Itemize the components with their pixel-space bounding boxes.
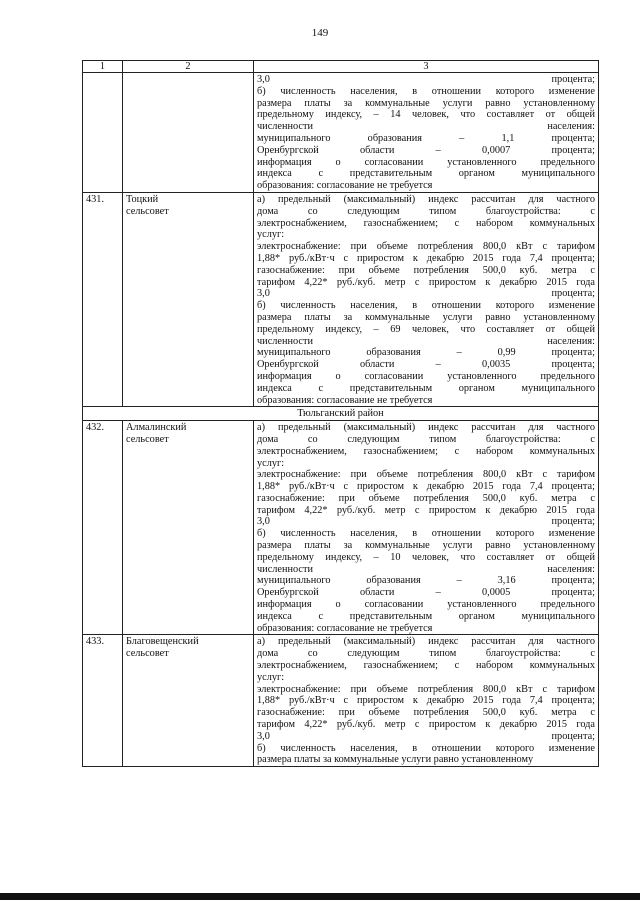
- text-line: размера платы за коммунальные услуги равно установленному: [257, 754, 534, 766]
- row-description-cell: [254, 421, 599, 635]
- row-description-cell: [254, 192, 599, 406]
- row-number-cell: 433.: [83, 635, 123, 767]
- row-description-cell: [254, 73, 599, 193]
- text-line: 3,0 процента;: [257, 288, 595, 300]
- region-row: [83, 407, 599, 421]
- text-line: услуг:: [257, 671, 285, 683]
- row-number-cell: 431.: [83, 192, 123, 406]
- text-line: электроснабжение: при объеме потребления 800,0 кВт с тарифом: [257, 469, 595, 481]
- text-line: размера платы за коммунальные услуги равно установленному: [257, 311, 595, 323]
- tariff-index-table: [82, 60, 599, 767]
- column-header: 1: [83, 61, 123, 73]
- text-line: тарифом 4,22* руб./куб. метр с приростом к декабрю 2015 года: [257, 504, 595, 516]
- column-header: 2: [123, 61, 254, 73]
- column-header: 3: [254, 61, 599, 73]
- text-line: электроснабжением, газоснабжением; с набором коммунальных: [257, 217, 595, 229]
- text-line: 1,88* руб./кВт·ч с приростом к декабрю 2015 года 7,4 процента;: [257, 695, 595, 707]
- text-line: информация о согласовании установленного предельного: [257, 599, 595, 611]
- region-heading: Тюльганский район: [83, 407, 599, 421]
- text-line: газоснабжение: при объеме потребления 500,0 куб. метра с: [257, 492, 595, 504]
- text-line: 3,0 процента;: [257, 516, 595, 528]
- text-line: дома со следующим типом благоустройства: с: [257, 205, 595, 217]
- text-line: дома со следующим типом благоустройства: с: [257, 648, 595, 660]
- text-line: образования: согласование не требуется: [257, 180, 433, 192]
- text-line: информация о согласовании установленного предельного: [257, 156, 595, 168]
- text-line: предельному индексу, – 10 человек, что составляет от общей: [257, 551, 595, 563]
- text-line: индекса с представительным органом муниципального: [257, 168, 595, 180]
- text-line: б) численность населения, в отношении которого изменение: [257, 528, 595, 540]
- text-line: предельному индексу, – 14 человек, что составляет от общей: [257, 109, 595, 121]
- text-line: размера платы за коммунальные услуги равно установленному: [257, 97, 595, 109]
- text-line: 1,88* руб./кВт·ч с приростом к декабрю 2015 года 7,4 процента;: [257, 481, 595, 493]
- text-line: 3,0 процента;: [257, 730, 595, 742]
- text-line: тарифом 4,22* руб./куб. метр с приростом к декабрю 2015 года: [257, 719, 595, 731]
- text-line: электроснабжением, газоснабжением; с набором коммунальных: [257, 445, 595, 457]
- text-line: индекса с представительным органом муниципального: [257, 610, 595, 622]
- text-line: б) численность населения, в отношении которого изменение: [257, 85, 595, 97]
- text-line: электроснабжение: при объеме потребления 800,0 кВт с тарифом: [257, 241, 595, 253]
- text-line: Оренбургской области – 0,0035 процента;: [257, 359, 595, 371]
- text-line: дома со следующим типом благоустройства: с: [257, 433, 595, 445]
- text-line: 3,0 процента;: [257, 74, 595, 85]
- settlement-name-cell: Тоцкий сельсовет: [123, 192, 254, 406]
- row-name-cell: [123, 73, 254, 193]
- text-line: а) предельный (максимальный) индекс рассчитан для частного: [257, 193, 595, 205]
- text-line: услуг:: [257, 229, 285, 241]
- text-line: образования: согласование не требуется: [257, 622, 433, 634]
- text-line: а) предельный (максимальный) индекс рассчитан для частного: [257, 636, 595, 648]
- page-number: 149: [311, 27, 329, 39]
- table-row: [83, 635, 599, 767]
- text-line: предельному индексу, – 69 человек, что составляет от общей: [257, 323, 595, 335]
- text-line: электроснабжение: при объеме потребления 800,0 кВт с тарифом: [257, 683, 595, 695]
- text-line: индекса с представительным органом муниципального: [257, 382, 595, 394]
- text-line: 1,88* руб./кВт·ч с приростом к декабрю 2015 года 7,4 процента;: [257, 252, 595, 264]
- text-line: услуг:: [257, 457, 285, 469]
- text-line: численности населения:: [257, 335, 595, 347]
- settlement-name-cell: Благовещенский сельсовет: [123, 635, 254, 767]
- text-line: численности населения:: [257, 121, 595, 133]
- text-line: тарифом 4,22* руб./куб. метр с приростом к декабрю 2015 года: [257, 276, 595, 288]
- row-number-cell: 432.: [83, 421, 123, 635]
- text-line: Оренбургской области – 0,0005 процента;: [257, 587, 595, 599]
- text-line: газоснабжение: при объеме потребления 500,0 куб. метра с: [257, 264, 595, 276]
- text-line: численности населения:: [257, 563, 595, 575]
- table-row: [83, 192, 599, 406]
- row-description-cell: [254, 635, 599, 767]
- text-line: образования: согласование не требуется: [257, 394, 433, 406]
- settlement-name-cell: Алмалинский сельсовет: [123, 421, 254, 635]
- text-line: муниципального образования – 1,1 процента;: [257, 132, 595, 144]
- text-line: Оренбургской области – 0,0007 процента;: [257, 144, 595, 156]
- text-line: а) предельный (максимальный) индекс рассчитан для частного: [257, 422, 595, 434]
- text-line: муниципального образования – 3,16 процента;: [257, 575, 595, 587]
- table-row-continuation: [83, 73, 599, 193]
- text-line: информация о согласовании установленного предельного: [257, 370, 595, 382]
- text-line: б) численность населения, в отношении которого изменение: [257, 300, 595, 312]
- table-row: [83, 421, 599, 635]
- page-bottom-edge: [0, 893, 640, 900]
- table-header-row: [83, 61, 599, 73]
- text-line: газоснабжение: при объеме потребления 500,0 куб. метра с: [257, 707, 595, 719]
- text-line: муниципального образования – 0,99 процента;: [257, 347, 595, 359]
- text-line: электроснабжением, газоснабжением; с набором коммунальных: [257, 660, 595, 672]
- text-line: размера платы за коммунальные услуги равно установленному: [257, 540, 595, 552]
- row-number-cell: [83, 73, 123, 193]
- text-line: б) численность населения, в отношении которого изменение: [257, 742, 595, 754]
